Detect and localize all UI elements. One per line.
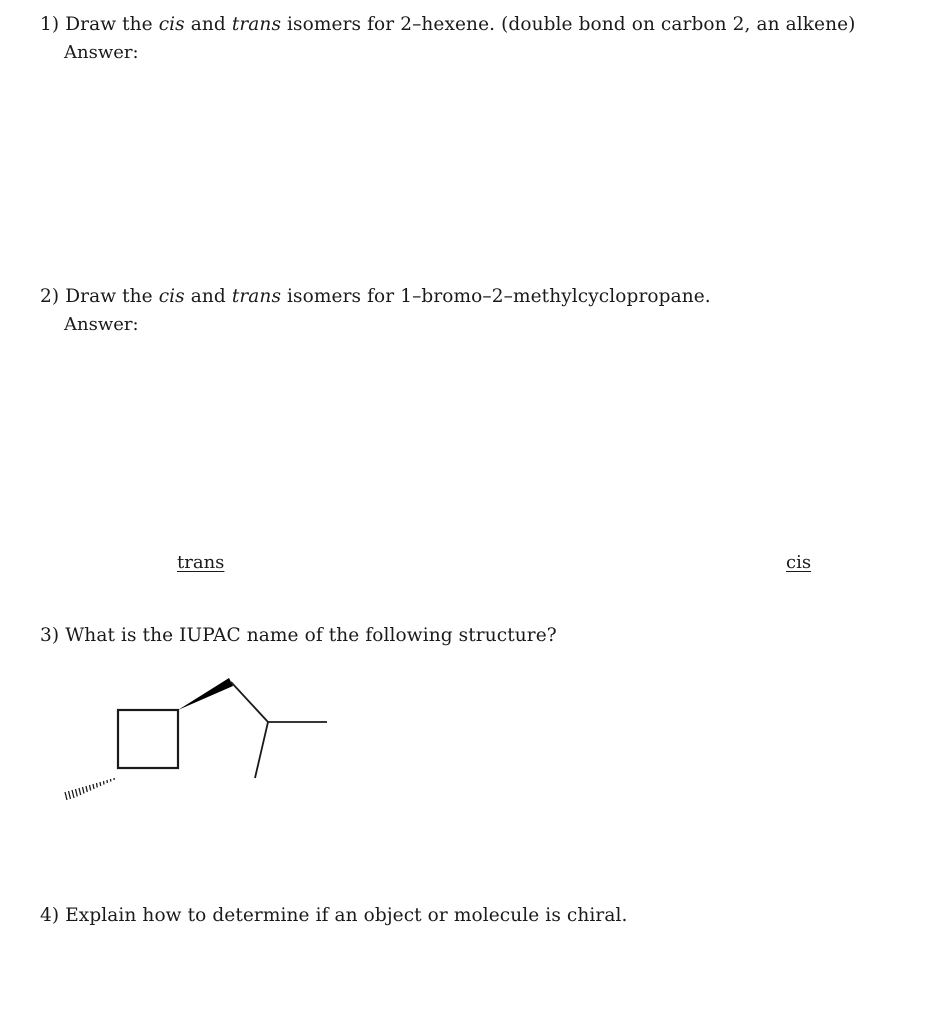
question-4 <box>40 905 627 926</box>
question-2-number: 2) <box>40 286 60 307</box>
question-1 <box>40 14 856 35</box>
question-2-answer-label: Answer: <box>64 314 139 335</box>
question-1-number: 1) <box>40 14 60 35</box>
cis-isomer-label: cis <box>786 552 812 573</box>
skeletal-structure <box>0 640 400 820</box>
question-4-number: 4) <box>40 905 60 926</box>
question-2-cis: cis <box>158 286 185 307</box>
hashed-wedge-bond <box>65 778 114 800</box>
trans-isomer-label: trans <box>177 552 225 573</box>
question-1-answer-label: Answer: <box>64 42 139 63</box>
question-3-number: 3) <box>40 625 60 646</box>
question-2-text-end: isomers for 1–bromo–2–methylcyclopropane. <box>281 286 711 307</box>
question-2 <box>40 286 711 307</box>
question-1-trans: trans <box>231 14 282 35</box>
question-1-text-mid: and <box>184 14 232 35</box>
question-4-text: Explain how to determine if an object or molecule is chiral. <box>65 905 628 926</box>
cyclobutane-ring <box>118 710 178 768</box>
chain-bond-1 <box>231 682 268 722</box>
question-2-trans: trans <box>231 286 282 307</box>
question-1-text-end: isomers for 2–hexene. (double bond on carbon 2, an alkene) <box>281 14 856 35</box>
question-3-text: What is the IUPAC name of the following structure? <box>65 625 557 646</box>
wedge-bond <box>178 678 233 710</box>
question-2-text-mid: and <box>184 286 232 307</box>
question-1-text-start: Draw the <box>65 14 159 35</box>
question-2-text-start: Draw the <box>65 286 159 307</box>
question-1-cis: cis <box>158 14 185 35</box>
chain-bond-ethyl <box>255 722 268 778</box>
